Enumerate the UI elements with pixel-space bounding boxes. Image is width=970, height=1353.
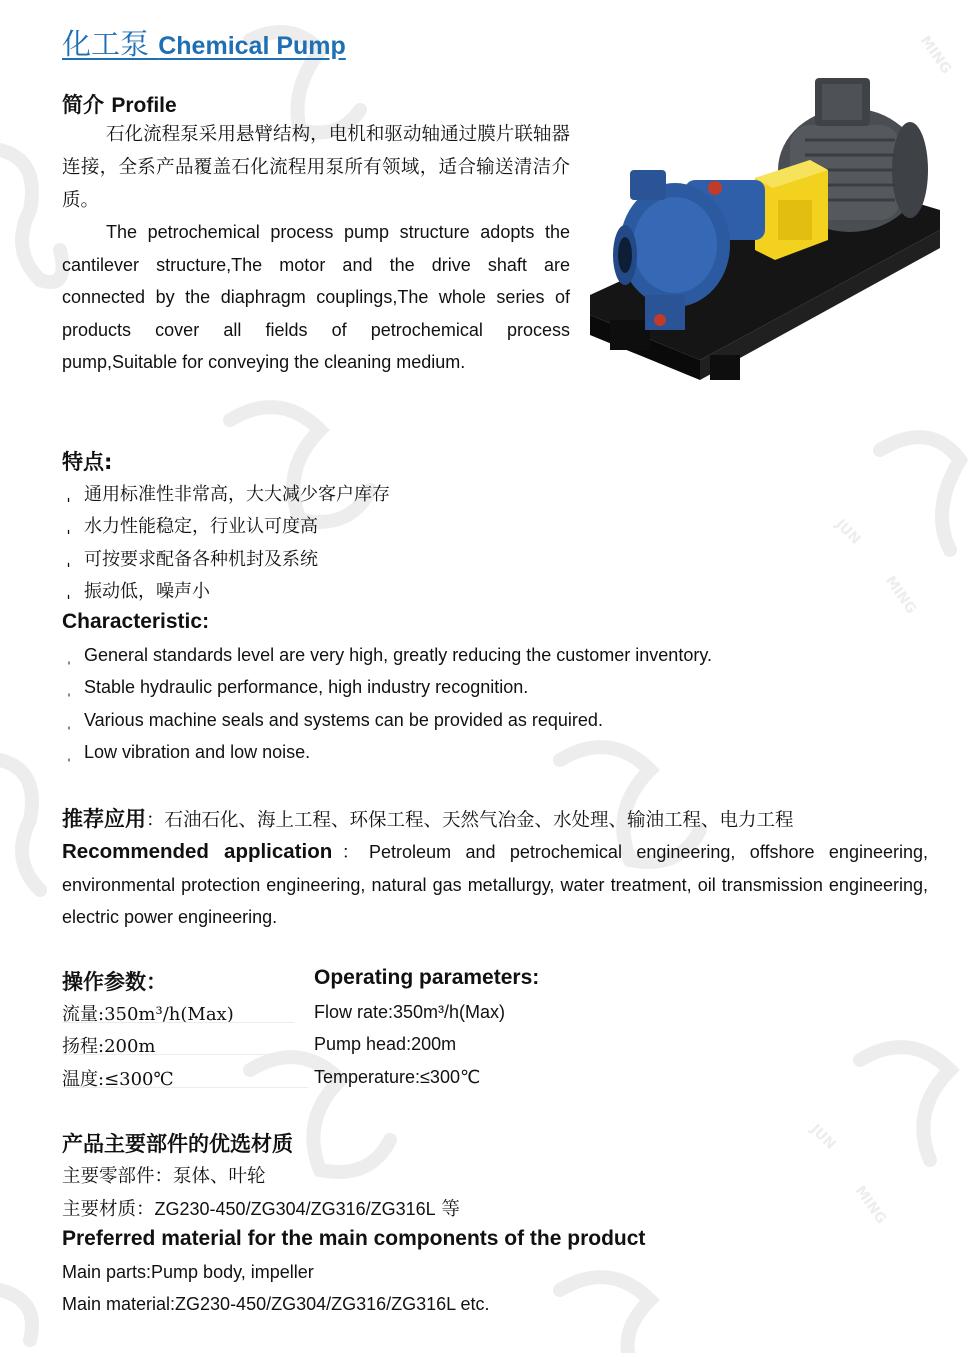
- application-text-cn: ：石油石化、海上工程、环保工程、天然气冶金、水处理、输油工程、电力工程: [146, 810, 794, 831]
- profile-heading: [62, 89, 177, 119]
- materials-heading-en: Preferred material for the main components of the product: [62, 1227, 646, 1250]
- features-heading-en: Characteristic:: [62, 610, 210, 633]
- param-row-en: Pump head:200m: [314, 1034, 457, 1054]
- application-text-en: ：Petroleum and petrochemical engineering, offshore engineering, environmental protection engineering, natural gas metallurgy, water treatment, oil transmission engineering, electric power engineering.: [62, 842, 928, 927]
- features-heading-cn: 特点:: [62, 450, 113, 474]
- param-divider: [62, 1087, 308, 1088]
- profile-heading-cn: 简介: [62, 93, 104, 117]
- page-title-cn: 化工泵: [62, 27, 150, 61]
- application-cn: [62, 803, 932, 833]
- watermark-text-jun: JUN: [807, 1121, 839, 1153]
- param-divider: [62, 1054, 308, 1055]
- materials-parts-en: Main parts:Pump body, impeller: [62, 1262, 314, 1282]
- param-row-cn: 流量:350m³/h(Max): [62, 1004, 234, 1025]
- materials-material-cn: 主要材质：ZG230-450/ZG304/ZG316/ZG316L 等: [62, 1199, 460, 1220]
- application-label-cn: 推荐应用: [62, 807, 146, 831]
- pump-image: [590, 70, 940, 385]
- param-row-cn: 扬程:200m: [62, 1036, 156, 1057]
- feature-en-item: ˌ Stable hydraulic performance, high industry recognition.: [66, 677, 529, 697]
- materials-parts-cn: 主要零部件：泵体、叶轮: [62, 1166, 266, 1187]
- application-en: [62, 836, 928, 934]
- feature-cn-item: ˌ 通用标准性非常高，大大减少客户库存: [66, 484, 390, 505]
- page-title: [62, 22, 346, 63]
- profile-text-cn: 石化流程泵采用悬臂结构，电机和驱动轴通过膜片联轴器连接，全系产品覆盖石化流程用泵所有领域，适合输送清洁介质。: [62, 124, 570, 211]
- materials-material-en: Main material:ZG230-450/ZG304/ZG316/ZG316L etc.: [62, 1294, 490, 1314]
- watermark-text-ming: MING: [916, 33, 955, 77]
- profile-text-en: The petrochemical process pump structure adopts the cantilever structure,The motor and the drive shaft are connected by the diaphragm couplings,The whole series of products cover all fields of petrochemical process pump,Suitable for conveying the cleaning medium.: [62, 222, 570, 372]
- param-row-en: Temperature:≤300℃: [314, 1067, 481, 1087]
- param-divider: [62, 1022, 294, 1023]
- feature-en-item: ˌ Low vibration and low noise.: [66, 742, 311, 762]
- feature-cn-item: ˌ 水力性能稳定，行业认可度高: [66, 516, 318, 537]
- parameters-heading-en: Operating parameters:: [314, 966, 540, 989]
- feature-cn-item: ˌ 振动低，噪声小: [66, 581, 210, 602]
- feature-en-item: ˌ General standards level are very high, greatly reducing the customer inventory.: [66, 645, 712, 665]
- feature-cn-item: ˌ 可按要求配备各种机封及系统: [66, 549, 318, 570]
- watermark-text-ming: MING: [851, 1183, 890, 1227]
- parameters-heading-cn: 操作参数：: [62, 970, 167, 994]
- materials-heading-cn: 产品主要部件的优选材质: [62, 1132, 293, 1156]
- param-row-cn: 温度:≤300℃: [62, 1069, 174, 1090]
- watermark-text-ming: MING: [881, 573, 920, 617]
- watermark-text-jun: JUN: [832, 516, 864, 548]
- application-label-en: Recommended application: [62, 840, 333, 863]
- profile-heading-en: Profile: [111, 94, 177, 117]
- feature-en-item: ˌ Various machine seals and systems can be provided as required.: [66, 710, 603, 730]
- page-title-en: Chemical Pump: [158, 32, 346, 60]
- param-row-en: Flow rate:350m³/h(Max): [314, 1002, 506, 1022]
